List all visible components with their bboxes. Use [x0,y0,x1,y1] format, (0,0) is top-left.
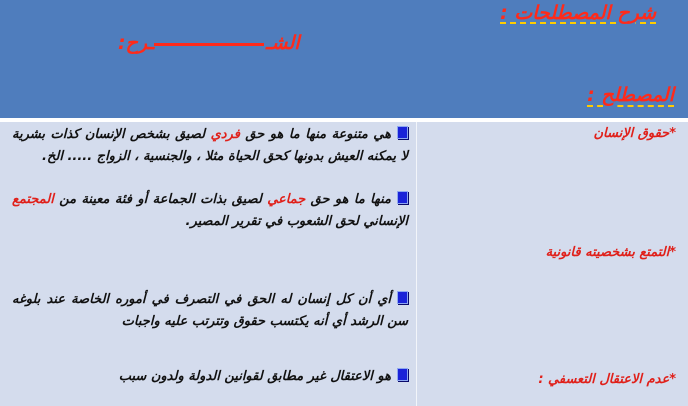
explanation-kashida-bar [154,43,264,46]
header-band [0,0,688,118]
blue-square-bullet-icon [397,291,408,304]
explanation-title-tail: ـرح: [118,32,154,54]
definition-paragraph [12,124,408,167]
highlighted-word: فردي [210,127,240,142]
paragraph-text: هو الاعتقال غير مطابق لقوانين الدولة ولدون سبب [118,369,391,384]
definition-paragraph [12,189,408,232]
paragraph-text: أي أن كل إنسان له الحق في التصرف في أموره الخاصة عند بلوغه سن الرشد أي أنه يكتسب حقوق وتترتب عليه واجبات [12,292,408,329]
explanation-title-head: الشـ [265,32,300,54]
paragraph-text: لصيق بذات الجماعة أو فئة معينة من [53,192,268,207]
explanation-title [118,32,300,54]
term-arbitrary-detention: *عدم الاعتقال التعسفي : [538,372,676,387]
paragraph-text: منها ما هو حق [305,192,391,207]
paragraph-text: هي متنوعة منها ما هو حق [239,127,392,142]
blue-square-bullet-icon [397,126,408,139]
highlighted-word: جماعي [267,192,306,207]
paragraph-text: لصيق بشخص الإنسان كذات بشرية لا يمكنه العيش بدونها كحق الحياة مثلا ، والجنسية ، الزواج ..... الخ. [12,127,408,164]
highlighted-word: المجتمع [12,192,54,207]
term-legal-personality: *التمتع بشخصيته قانونية [545,245,676,260]
terms-title: شرح المصطلحات : [500,2,656,24]
term-column-title: المصطلح : [587,84,674,106]
term-human-rights: *حقوق الإنسان [593,126,676,141]
blue-square-bullet-icon [397,191,408,204]
definition-paragraph [12,289,408,332]
content-table [0,122,688,406]
definition-paragraph [12,366,408,388]
paragraph-text: الإنساني لحق الشعوب في تقرير المصير. [185,213,408,229]
column-divider [416,122,417,406]
blue-square-bullet-icon [397,368,408,381]
